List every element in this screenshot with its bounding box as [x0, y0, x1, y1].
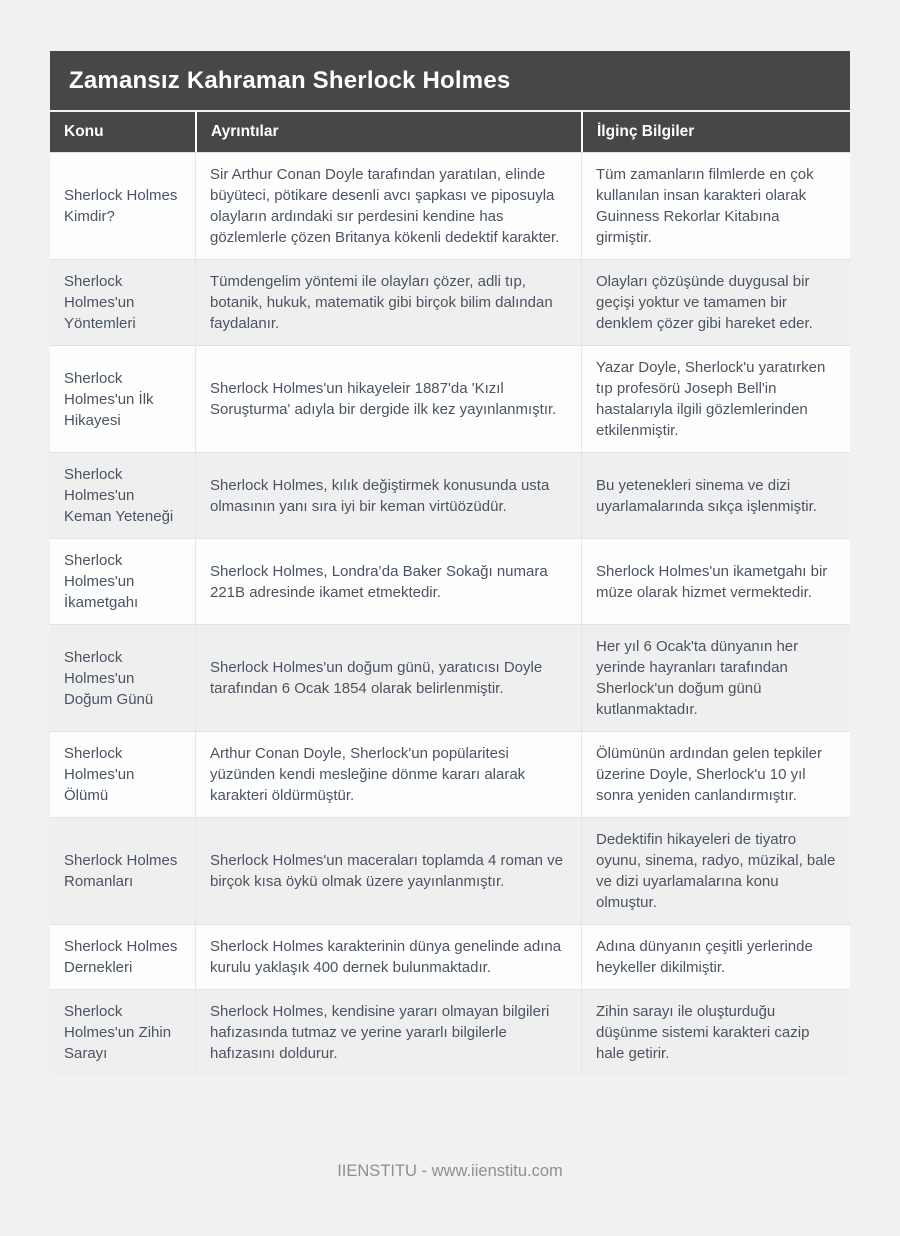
- topic-cell: Sherlock Holmes Kimdir?: [50, 152, 195, 259]
- details-cell: Sir Arthur Conan Doyle tarafından yaratılan, elinde büyüteci, pötikare desenli avcı şapkası ve piposuyla olayların ardındaki sır perdesini kendine has gözlemlerle çözen Britanya kökenli dedektif karakter.: [195, 152, 581, 259]
- topic-cell: Sherlock Holmes Romanları: [50, 817, 195, 924]
- facts-cell: Her yıl 6 Ocak'ta dünyanın her yerinde hayranları tarafından Sherlock'un doğum günü kutlanmaktadır.: [581, 624, 850, 731]
- page-title: Zamansız Kahraman Sherlock Holmes: [50, 51, 850, 110]
- table-row: [50, 924, 850, 989]
- footer-credit: IIENSTITU - www.iienstitu.com: [337, 1162, 563, 1180]
- topic-cell: Sherlock Holmes'un İkametgahı: [50, 538, 195, 624]
- table-row: [50, 731, 850, 817]
- topic-cell: Sherlock Holmes'un Zihin Sarayı: [50, 989, 195, 1075]
- topic-cell: Sherlock Holmes'un İlk Hikayesi: [50, 345, 195, 452]
- details-cell: Sherlock Holmes karakterinin dünya genelinde adına kurulu yaklaşık 400 dernek bulunmaktadır.: [195, 924, 581, 989]
- details-cell: Tümdengelim yöntemi ile olayları çözer, adli tıp, botanik, hukuk, matematik gibi birçok bilim dalından faydalanır.: [195, 259, 581, 345]
- facts-cell: Adına dünyanın çeşitli yerlerinde heykeller dikilmiştir.: [581, 924, 850, 989]
- table-row: [50, 538, 850, 624]
- table-row: [50, 345, 850, 452]
- infographic-card: [50, 51, 850, 1075]
- details-cell: Sherlock Holmes, Londra’da Baker Sokağı numara 221B adresinde ikamet etmektedir.: [195, 538, 581, 624]
- topic-cell: Sherlock Holmes'un Doğum Günü: [50, 624, 195, 731]
- facts-cell: Bu yetenekleri sinema ve dizi uyarlamalarında sıkça işlenmiştir.: [581, 452, 850, 538]
- facts-cell: Tüm zamanların filmlerde en çok kullanılan insan karakteri olarak Guinness Rekorlar Kitabına girmiştir.: [581, 152, 850, 259]
- topic-cell: Sherlock Holmes'un Ölümü: [50, 731, 195, 817]
- topic-cell: Sherlock Holmes'un Keman Yeteneği: [50, 452, 195, 538]
- facts-cell: Yazar Doyle, Sherlock'u yaratırken tıp profesörü Joseph Bell'in hastalarıyla ilgili gözlemlerinden etkilenmiştir.: [581, 345, 850, 452]
- table-row: [50, 624, 850, 731]
- topic-cell: Sherlock Holmes Dernekleri: [50, 924, 195, 989]
- details-cell: Sherlock Holmes'un maceraları toplamda 4 roman ve birçok kısa öykü olmak üzere yayınlanmıştır.: [195, 817, 581, 924]
- facts-cell: Dedektifin hikayeleri de tiyatro oyunu, sinema, radyo, müzikal, bale ve dizi uyarlamalarına konu olmuştur.: [581, 817, 850, 924]
- topic-cell: Sherlock Holmes'un Yöntemleri: [50, 259, 195, 345]
- column-header-konu: Konu: [50, 112, 195, 152]
- column-header-ilginc-bilgiler: İlginç Bilgiler: [581, 112, 850, 152]
- facts-cell: Zihin sarayı ile oluşturduğu düşünme sistemi karakteri cazip hale getirir.: [581, 989, 850, 1075]
- details-cell: Sherlock Holmes, kendisine yararı olmayan bilgileri hafızasında tutmaz ve yerine yararlı bilgilerle hafızasını doldurur.: [195, 989, 581, 1075]
- facts-cell: Sherlock Holmes'un ikametgahı bir müze olarak hizmet vermektedir.: [581, 538, 850, 624]
- details-cell: Sherlock Holmes'un hikayeleir 1887'da 'Kızıl Soruşturma' adıyla bir dergide ilk kez yayınlanmıştır.: [195, 345, 581, 452]
- table-header: [50, 112, 850, 152]
- details-cell: Sherlock Holmes, kılık değiştirmek konusunda usta olmasının yanı sıra iyi bir keman virtüözüdür.: [195, 452, 581, 538]
- info-table: [50, 112, 850, 1075]
- details-cell: Arthur Conan Doyle, Sherlock'un popülaritesi yüzünden kendi mesleğine dönme kararı alarak karakteri öldürmüştür.: [195, 731, 581, 817]
- table-body: [50, 152, 850, 1075]
- header-row: [50, 112, 850, 152]
- table-row: [50, 989, 850, 1075]
- table-row: [50, 259, 850, 345]
- table-row: [50, 152, 850, 259]
- facts-cell: Olayları çözüşünde duygusal bir geçişi yoktur ve tamamen bir denklem çözer gibi hareket eder.: [581, 259, 850, 345]
- facts-cell: Ölümünün ardından gelen tepkiler üzerine Doyle, Sherlock'u 10 yıl sonra yeniden canlandırmıştır.: [581, 731, 850, 817]
- table-row: [50, 817, 850, 924]
- column-header-ayrintilar: Ayrıntılar: [195, 112, 581, 152]
- table-row: [50, 452, 850, 538]
- details-cell: Sherlock Holmes'un doğum günü, yaratıcısı Doyle tarafından 6 Ocak 1854 olarak belirlenmiştir.: [195, 624, 581, 731]
